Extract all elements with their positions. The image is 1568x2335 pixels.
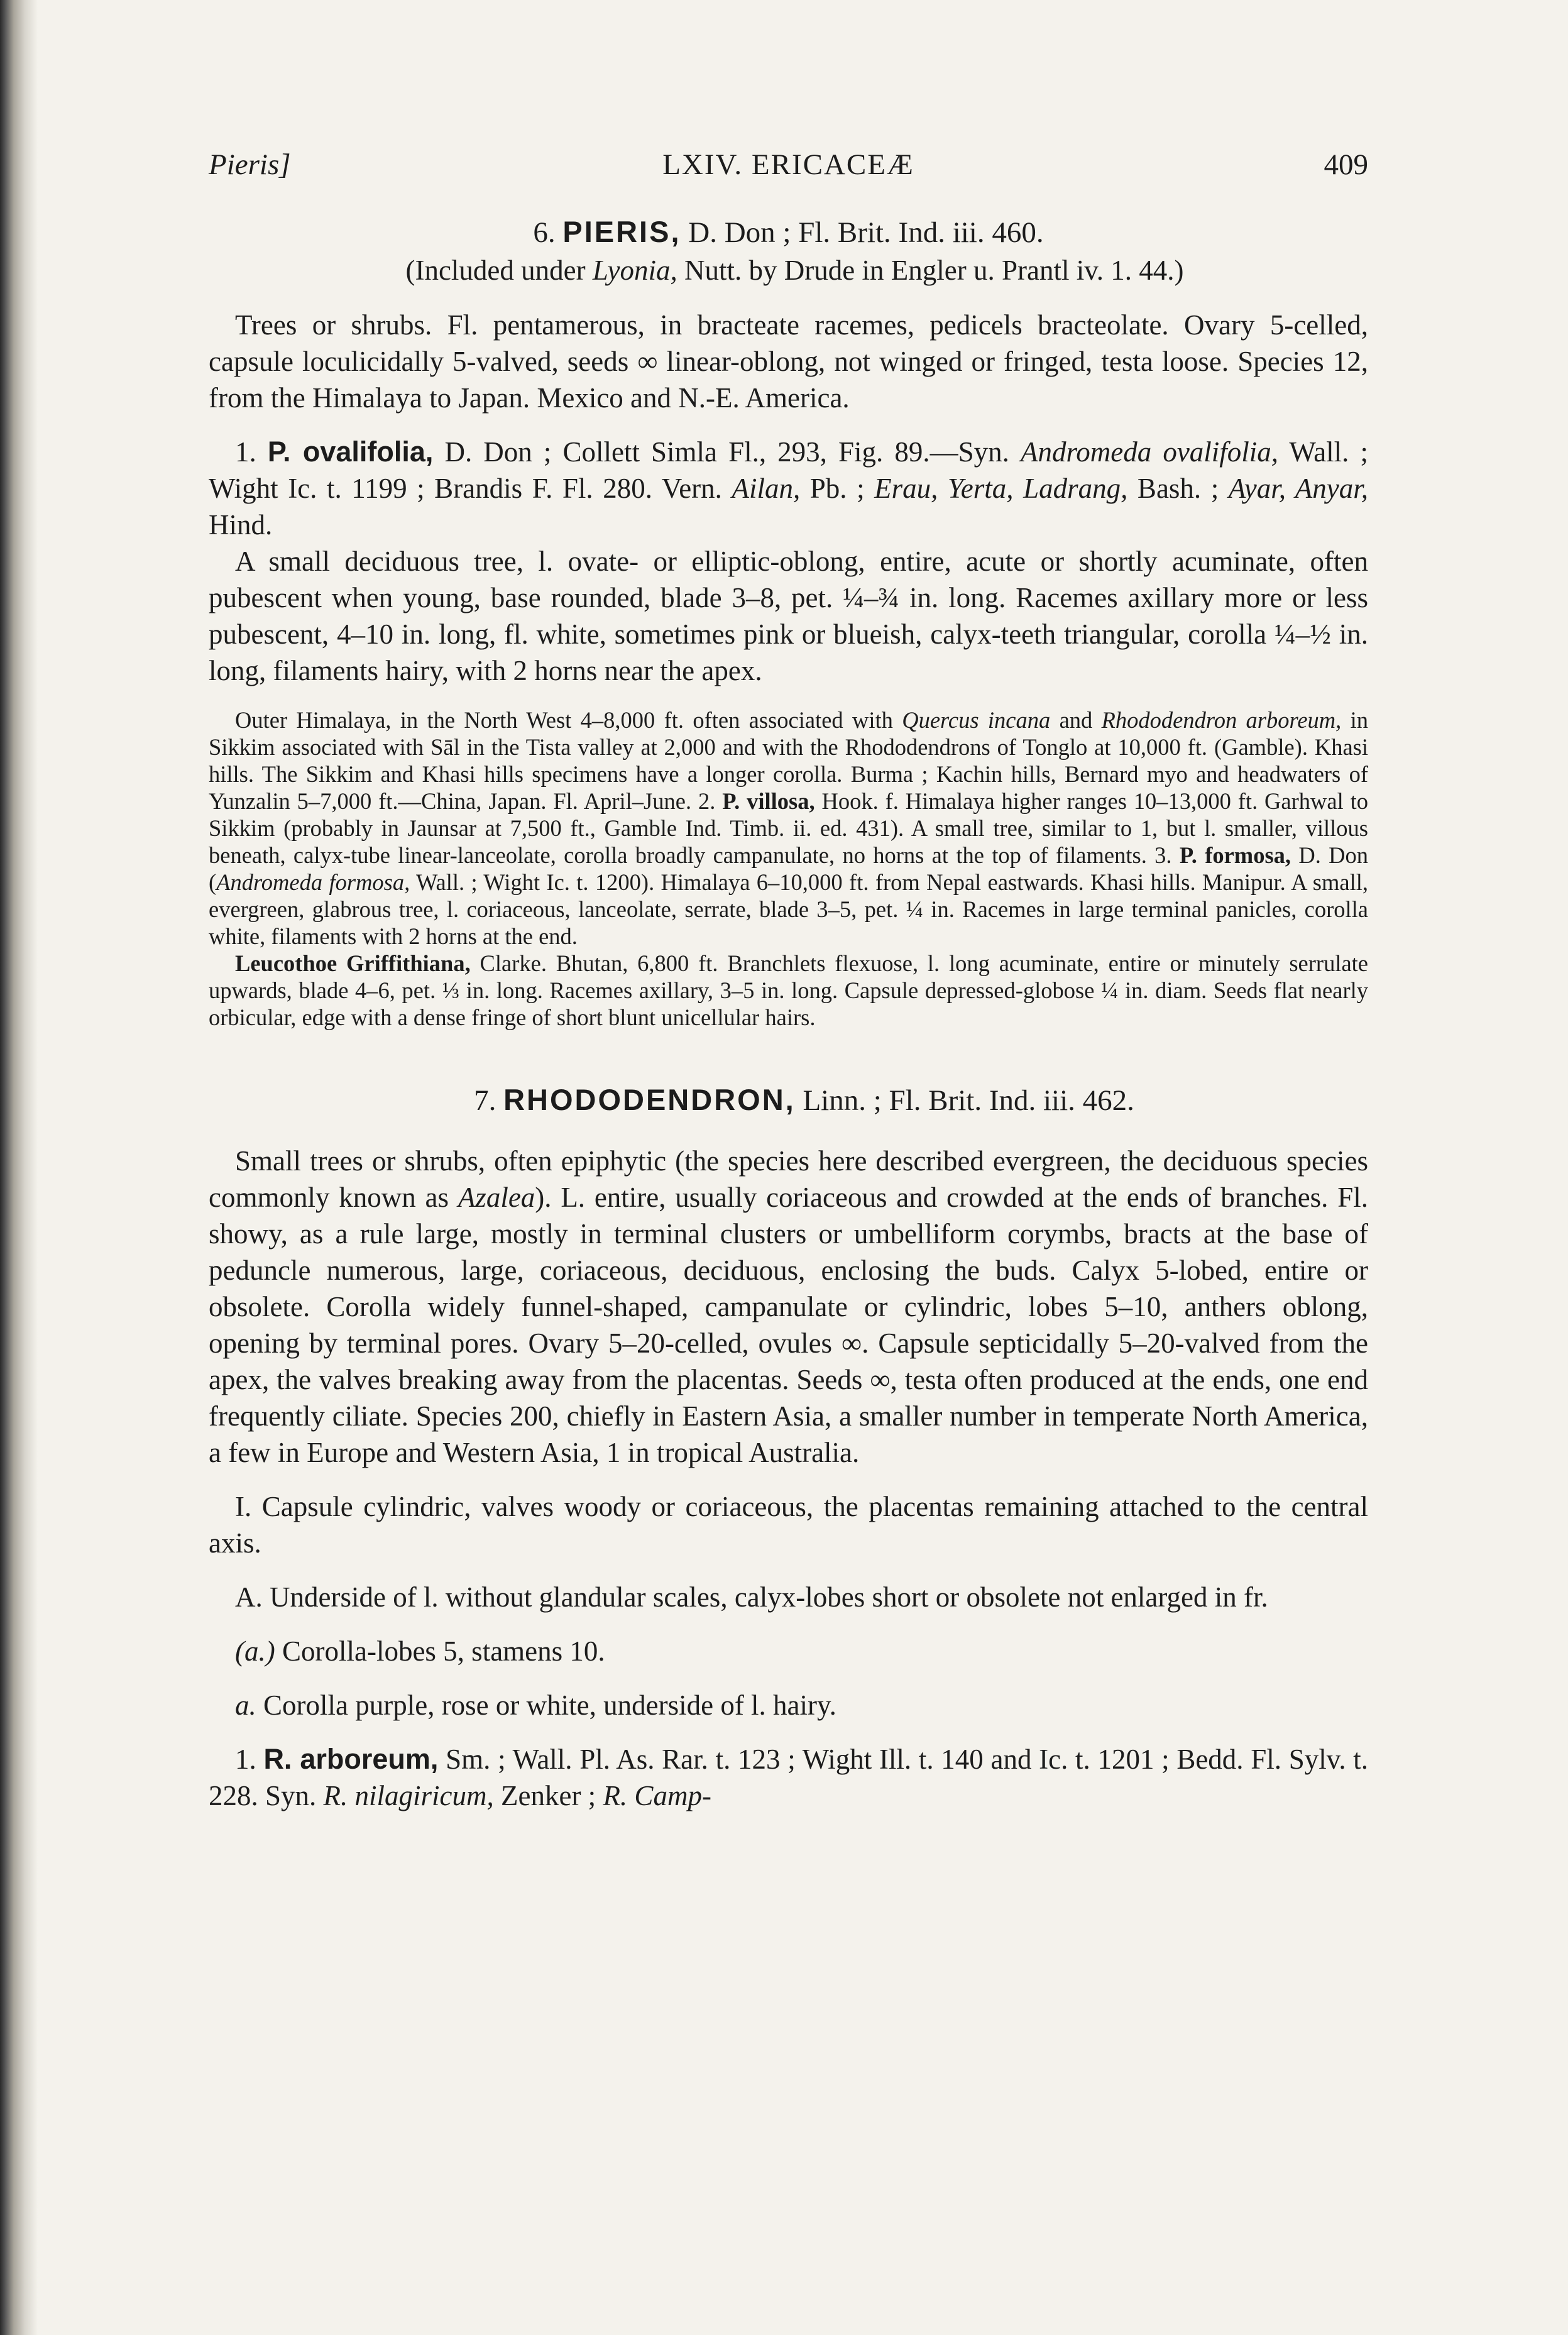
- note-text-end: Nutt. by Drude in Engler u. Prantl iv. 1. 44.): [677, 255, 1184, 286]
- key-A: A. Underside of l. without glandular scales, calyx-lobes short or obsolete not enlarged in fr.: [235, 1581, 1268, 1613]
- species-heading-arboreum: [209, 1741, 1368, 1814]
- note-lyonia: Lyonia,: [592, 255, 677, 286]
- genus-description: Trees or shrubs. Fl. pentamerous, in bracteate racemes, pedicels bracteolate. Ovary 5-celled, capsule loculicidally 5-valved, seeds ∞ linear-oblong, not winged or fringed, testa loose. Species 12, from the Himalaya to Japan. Mexico and N.-E. America.: [209, 309, 1368, 414]
- running-header: [209, 148, 1368, 198]
- species-number: 1.: [235, 436, 256, 468]
- species-villosa: P. villosa,: [722, 788, 815, 814]
- synonym-andromeda: Andromeda ovalifolia,: [1020, 436, 1279, 468]
- species-name: R. arboreum,: [263, 1743, 439, 1775]
- dist-quercus: Quercus incana: [902, 707, 1051, 733]
- vernacular-ayar: Ayar, Anyar,: [1228, 473, 1368, 504]
- key-a-sub: [209, 1633, 1368, 1669]
- genus-authority: D. Don ; Fl. Brit. Ind. iii. 460.: [688, 216, 1044, 249]
- vernacular-end: Hind.: [209, 509, 273, 541]
- rhododendron-description: [209, 1143, 1368, 1471]
- genus-note: [221, 251, 1368, 289]
- species-description: A small deciduous tree, l. ovate- or elliptic-oblong, entire, acute or shortly acuminate, often pubescent when young, base rounded, blade 3–8, pet. ¼–¾ in. long. Racemes axillary more or less pubescent, 4–10 in. long, fl. white, sometimes pink or blueish, calyx-teeth triangular, corolla ¼–½ in. long, filaments hairy, with 2 horns near the apex.: [209, 546, 1368, 686]
- dist-text-e: Wall. ; Wight Ic. t. 1200). Himalaya 6–10,000 ft. from Nepal eastwards. Khasi hills. Manipur. A small, evergreen, glabrous tree, l. coriaceous, lanceolate, serrate, blade 3–5, pet. ¼ in. Racemes in large terminal panicles, corolla white, filaments with 2 horns at the end.: [209, 869, 1368, 949]
- vernacular-ailan: Ailan,: [732, 473, 801, 504]
- dist-and: and: [1050, 707, 1102, 733]
- key-text: Corolla purple, rose or white, underside of l. hairy.: [256, 1689, 836, 1721]
- dist-text-c: Hook. f. Himalaya higher ranges 10–13,000 ft. Garhwal to Sikkim (probably in Jaunsar at 7,500 ft., Gamble Ind. Timb. ii. ed. 431). A small tree, similar to 1, but l. smaller, villous beneath, calyx-tube linear-lanceolate, corolla broadly campanulate, no horns at the top of filaments. 3.: [209, 788, 1368, 868]
- header-genus: Pieris]: [209, 148, 291, 181]
- leucothoe-text: Clarke. Bhutan, 6,800 ft. Branchlets flexuose, l. long acuminate, entire or minutely serrulate upwards, blade 4–6, pet. ⅓ in. long. Racemes axillary, 3–5 in. long. Capsule depressed-globose ¼ in. diam. Seeds flat nearly orbicular, edge with a dense fringe of short blunt unicellular hairs.: [209, 950, 1369, 1030]
- vernacular-sep-b: Bash. ;: [1127, 473, 1229, 504]
- species-formosa: P. formosa,: [1179, 842, 1291, 868]
- species-heading-ovalifolia: [209, 434, 1368, 543]
- header-family: LXIV. ERICACEÆ: [662, 148, 914, 181]
- key-text: Corolla-lobes 5, stamens 10.: [275, 1635, 605, 1667]
- synonymy-text: Sm. ; Wall. Pl. As. Rar. t. 123 ; Wight Ill. t. 140 and Ic. t. 1201 ; Bedd. Fl. Sylv. t. 228. Syn.: [209, 1744, 1368, 1811]
- species-name: P. ovalifolia,: [267, 436, 434, 468]
- genus-heading-rhododendron: [240, 1082, 1368, 1118]
- dist-text-d: D. Don (: [209, 842, 1368, 895]
- species-number: 1.: [235, 1744, 256, 1775]
- dist-text: Outer Himalaya, in the North West 4–8,000 ft. often associated with: [235, 707, 902, 733]
- key-label: a.: [235, 1689, 256, 1721]
- desc-azalea: Azalea: [458, 1182, 535, 1213]
- desc-text-b: ). L. entire, usually coriaceous and crowded at the ends of branches. Fl. showy, as a rule large, mostly in terminal clusters or umbelliform corymbs, bracts at the base of peduncle numerous, large, coriaceous, deciduous, enclosing the buds. Calyx 5-lobed, entire or obsolete. Corolla widely funnel-shaped, campanulate or cylindric, lobes 5–10, anthers oblong, opening by terminal pores. Ovary 5–20-celled, ovules ∞. Capsule septicidally 5–20-valved from the apex, the valves breaking away from the placentas. Seeds ∞, testa often produced at the ends, one end frequently ciliate. Species 200, chiefly in Eastern Asia, a smaller number in temperate North America, a few in Europe and Western Asia, 1 in tropical Australia.: [209, 1182, 1368, 1468]
- genus-name: PIERIS,: [562, 215, 681, 248]
- dist-andromeda-formosa: Andromeda formosa,: [216, 869, 410, 895]
- synonymy-text-b: Zenker ;: [493, 1780, 603, 1811]
- vernacular-sep: Pb. ;: [800, 473, 875, 504]
- desc-text: Small trees or shrubs, often epiphytic (the species here described evergreen, the deciduous species commonly known as: [209, 1145, 1368, 1213]
- genus-number: 6.: [533, 216, 556, 249]
- synonymy-text-b: Wall. ; Wight Ic. t. 1199 ; Brandis F. Fl. 280. Vern.: [209, 436, 1368, 504]
- vernacular-erau: Erau, Yerta, Ladrang,: [874, 473, 1128, 504]
- genus-number: 7.: [474, 1084, 496, 1117]
- key-label: (a.): [235, 1635, 275, 1667]
- distribution-notes: [209, 706, 1368, 950]
- key-I: I. Capsule cylindric, valves woody or coriaceous, the placentas remaining attached to the central axis.: [209, 1491, 1368, 1559]
- key-alpha: [209, 1687, 1368, 1723]
- dist-rhododendron: Rhododendron arboreum,: [1101, 707, 1342, 733]
- note-text: (Included under: [405, 255, 593, 286]
- synonymy-text: D. Don ; Collett Simla Fl., 293, Fig. 89.—Syn.: [433, 436, 1021, 468]
- synonym-nilagiricum: R. nilagiricum,: [323, 1780, 494, 1811]
- dist-text-b: in Sikkim associated with Sāl in the Tista valley at 2,000 and with the Rhododendrons of Tonglo at 10,000 ft. (Gamble). Khasi hills. The Sikkim and Khasi hills specimens have a longer corolla. Burma ; Kachin hills, Bernard myo and headwaters of Yunzalin 5–7,000 ft.—China, Japan. Fl. April–June. 2.: [209, 707, 1369, 814]
- book-page: [209, 148, 1368, 1814]
- genus-heading-pieris: [209, 213, 1368, 251]
- genus-name: RHODODENDRON,: [503, 1083, 796, 1116]
- page-number: 409: [1324, 148, 1368, 181]
- genus-authority: Linn. ; Fl. Brit. Ind. iii. 462.: [803, 1084, 1134, 1117]
- leucothoe-name: Leucothoe Griffithiana,: [235, 950, 471, 976]
- synonym-camp: R. Camp-: [603, 1780, 711, 1811]
- leucothoe-note: [209, 950, 1368, 1031]
- book-spine-edge: [0, 0, 38, 2335]
